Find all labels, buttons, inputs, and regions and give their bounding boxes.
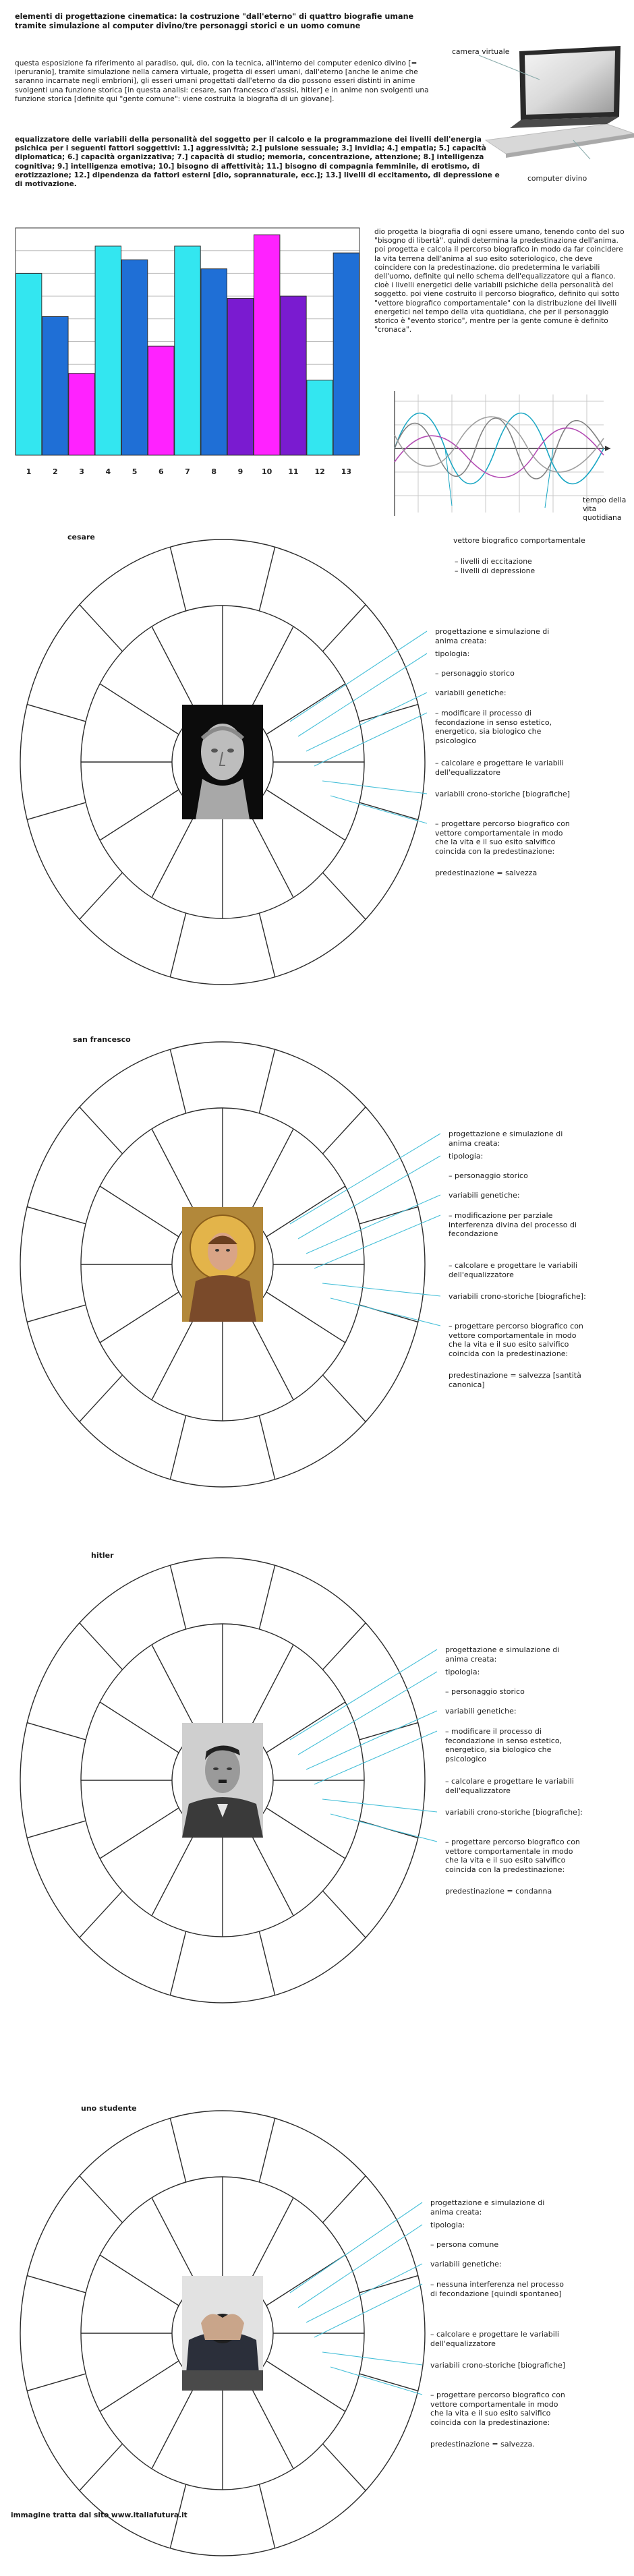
tick-label-4: 4 <box>105 467 111 476</box>
depression-label: – livelli di depressione <box>455 566 536 575</box>
wheel-spoke <box>80 2444 123 2490</box>
wheel-spoke <box>322 2444 366 2490</box>
annotation-leader-line <box>290 1134 440 1224</box>
annotation-item: – nessuna interferenza nel processo di fecondazione [quindi spontaneo] <box>430 2280 564 2298</box>
wheel-spoke <box>359 802 418 819</box>
annotation-item: – persona comune <box>430 2240 499 2249</box>
wheel-spoke <box>27 2276 86 2293</box>
wheel-spoke <box>322 873 366 919</box>
case-section <box>0 2090 634 2576</box>
annotation-leader-line <box>306 1711 437 1769</box>
wheel-spoke <box>259 2484 275 2548</box>
wheel-spoke <box>152 1312 198 1400</box>
wheel-spoke <box>27 1723 86 1740</box>
annotation-leader-line <box>322 1799 437 1812</box>
annotation-leader-line <box>314 2284 422 2337</box>
case-title: san francesco <box>73 1035 131 1044</box>
wheel-spoke <box>359 2374 418 2391</box>
wheel-spoke <box>266 1808 345 1858</box>
wheel-spoke <box>248 1828 294 1916</box>
wheel-spoke <box>359 705 418 722</box>
wheel-spoke <box>170 547 185 611</box>
annotation-item: – calcolare e progettare le variabili dell'equalizzatore <box>445 1777 574 1795</box>
vector-label: vettore biografico comportamentale <box>453 536 585 545</box>
intro-text: questa esposizione fa riferimento al paradiso, qui, dio, con la tecnica, all'interno del computer edenico divino [= iperuranio], tramite simulazione nella camera virtuale, progetta di esseri umani, dall'eterno [anche le anime che saranno incarnate negli embrioni], gli esseri umani progettati dall'eterno da dio possono esseri distinti in anime svolgenti una funzione storica [in questa analisi: cesare, san francesco d'assisi, hitler] e in anime non svolgenti una funzione storica [definite qui "gente comune": viene costruita la biografia di un giovane]. <box>15 59 429 103</box>
bar-3 <box>69 374 94 455</box>
wheel-spoke <box>248 1129 294 1217</box>
annotation-item: – modificare il processo di fecondazione in senso estetico, energetico, sia biologico che psicologico <box>435 709 552 745</box>
wheel-spoke <box>100 1808 179 1858</box>
wheel-spoke <box>100 790 179 840</box>
wheel-spoke <box>322 2176 366 2223</box>
case-section <box>0 1022 634 1507</box>
wheel-spoke <box>259 1931 275 1995</box>
annotation-leader-line <box>330 2367 422 2395</box>
wheel-spoke <box>322 1375 366 1422</box>
wheel-spoke <box>259 2118 275 2182</box>
wheel-spoke <box>259 1415 275 1480</box>
tick-label-10: 10 <box>262 467 272 476</box>
wheel-spoke <box>170 1931 185 1995</box>
tick-label-2: 2 <box>53 467 58 476</box>
wheel-spoke <box>100 1292 179 1343</box>
wheel-spoke <box>322 605 366 651</box>
annotation-leader-line <box>306 2264 422 2322</box>
annotation-item: progettazione e simulazione di anima creata: <box>449 1130 563 1148</box>
annotation-item: variabili crono-storiche [biografiche] <box>435 790 571 798</box>
wheel-spoke <box>80 605 123 651</box>
wheel-spoke <box>266 1186 345 1237</box>
wheel-spoke <box>27 2374 86 2391</box>
wheel-spoke <box>152 626 198 714</box>
bar-8 <box>201 269 227 455</box>
page-title: elementi di progettazione cinematica: la costruzione "dall'eterno" di quattro biografie umane tramite simulazione al computer divino/tre personaggi storici e un uomo comune <box>15 12 414 30</box>
wheel-spoke <box>152 1828 198 1916</box>
annotation-leader-line <box>306 1195 440 1254</box>
bar-1 <box>16 273 41 455</box>
case-section <box>0 1538 634 2023</box>
wheel-spoke <box>80 1107 123 1154</box>
computer-label: computer divino <box>527 174 587 183</box>
wheel-spoke <box>248 1645 294 1732</box>
wheel-spoke <box>248 2198 294 2285</box>
bar-10 <box>254 235 279 455</box>
annotation-leader-line <box>330 796 427 823</box>
annotation-leader-line <box>330 1298 440 1326</box>
tick-label-7: 7 <box>185 467 190 476</box>
camera-label: camera virtuale <box>452 47 510 56</box>
wheel-spoke <box>359 1723 418 1740</box>
equalizer-bar-chart <box>12 223 363 479</box>
wheel-spoke <box>152 2198 198 2285</box>
annotation-item: – progettare percorso biografico con vettore comportamentale in modo che la vita e il suo esito salvifico coincida con la predestinazione: <box>435 819 570 856</box>
case-section <box>0 519 634 1005</box>
time-label: tempo della vita quotidiana <box>583 496 627 523</box>
tick-label-8: 8 <box>211 467 217 476</box>
annotation-item: tipologia: <box>449 1152 484 1161</box>
annotation-item: – progettare percorso biografico con vettore comportamentale in modo che la vita e il suo esito salvifico coincida con la predestinazione: <box>430 2391 565 2427</box>
wheel-spoke <box>266 684 345 734</box>
annotation-item: – personaggio storico <box>449 1171 528 1180</box>
wheel-spoke <box>266 790 345 840</box>
wheel-spoke <box>100 2255 179 2306</box>
tick-label-12: 12 <box>314 467 325 476</box>
tick-label-1: 1 <box>26 467 32 476</box>
annotation-leader-line <box>330 1814 437 1842</box>
wheel-spoke <box>27 802 86 819</box>
tick-label-9: 9 <box>237 467 243 476</box>
wheel-spoke <box>27 1821 86 1838</box>
wheel-spoke <box>259 913 275 977</box>
wheel-spoke <box>266 1292 345 1343</box>
wheel-spoke <box>152 2381 198 2469</box>
annotation-item: predestinazione = salvezza. <box>430 2440 535 2449</box>
annotation-item: variabili crono-storiche [biografiche] <box>430 2361 566 2370</box>
annotation-item: variabili crono-storiche [biografiche]: <box>445 1808 583 1817</box>
annotation-item: variabili genetiche: <box>435 689 507 697</box>
annotation-item: – personaggio storico <box>445 1687 525 1696</box>
annotation-item: tipologia: <box>435 649 470 658</box>
annotation-item: – calcolare e progettare le variabili dell'equalizzatore <box>435 759 564 777</box>
bar-6 <box>148 346 174 455</box>
equalizer-description: equalizzatore delle variabili della personalità del soggetto per il calcolo e la programmazione dei livelli dell'energia psichica per i seguenti fattori soggettivi: 1.] aggressività; 2.] pulsione sessuale; 3.] invidia; 4.] empatia; 5.] capacità diplomatica; 6.] capacità organizzativa; 7.] capacità di studio; memoria, concentrazione, attenzione; 8.] intelligenza cognitiva; 9.] intelligenza emotiva; 10.] bisogno di affettività; 11.] bisogno di compagnia femminile, di erotismo, di erotizzazione; 12.] dipendenza da fattori esterni [dio, soprannaturale, ecc.]; 13.] livelli di eccitamento, di depressione e di motivazione. <box>15 136 500 189</box>
annotation-leader-line <box>290 1649 437 1740</box>
wheel-spoke <box>80 2176 123 2223</box>
wheel-spoke <box>100 1186 179 1237</box>
annotation-item: predestinazione = salvezza <box>435 869 538 877</box>
wheel-spoke <box>152 810 198 898</box>
annotation-item: variabili genetiche: <box>445 1707 517 1716</box>
wheel-spoke <box>100 1702 179 1753</box>
wheel-spoke <box>27 1207 86 1224</box>
wheel-spoke <box>322 1623 366 1670</box>
annotation-item: – calcolare e progettare le variabili dell'equalizzatore <box>430 2330 559 2348</box>
annotation-item: tipologia: <box>445 1668 480 1676</box>
wheel-spoke <box>100 2361 179 2411</box>
annotation-item: tipologia: <box>430 2221 465 2229</box>
portrait-francesco <box>182 1207 263 1322</box>
wheel-spoke <box>322 1891 366 1937</box>
tick-label-13: 13 <box>341 467 352 476</box>
annotation-leader-line <box>322 1283 440 1296</box>
wheel-spoke <box>259 1565 275 1629</box>
bar-12 <box>307 380 333 455</box>
wheel-spoke <box>170 1565 185 1629</box>
wheel-spoke <box>266 2255 345 2306</box>
wheel-spoke <box>27 1305 86 1322</box>
annotation-item: progettazione e simulazione di anima creata: <box>445 1645 560 1664</box>
tick-label-3: 3 <box>79 467 84 476</box>
wheel-spoke <box>80 1623 123 1670</box>
bar-4 <box>95 246 121 455</box>
tick-label-6: 6 <box>158 467 164 476</box>
annotation-item: progettazione e simulazione di anima creata: <box>430 2198 545 2217</box>
bar-9 <box>227 298 253 455</box>
annotation-item: – modificare il processo di fecondazione in senso estetico, energetico, sia biologico che psicologico <box>445 1727 563 1763</box>
annotation-item: – modificazione per parziale interferenza divina del processo di fecondazione <box>449 1211 577 1238</box>
bar-2 <box>42 316 68 455</box>
bar-13 <box>333 253 359 455</box>
annotation-item: – progettare percorso biografico con vettore comportamentale in modo che la vita e il suo esito salvifico coincida con la predestinazione: <box>449 1322 583 1358</box>
wheel-spoke <box>266 2361 345 2411</box>
case-title: hitler <box>91 1551 114 1560</box>
wheel-spoke <box>152 1129 198 1217</box>
wheel-spoke <box>248 2381 294 2469</box>
biography-explanation: dio progetta la biografia di ogni essere umano, tenendo conto del suo "bisogno di libertà". quindi determina la predestinazione dell'anima. poi progetta e calcola il percorso biografico in modo da far coincidere la vita terrena dell'anima al suo esito soteriologico, che deve coincidere con la predestinazione. dio predetermina le variabili dell'uomo, definite qui nello schema dell'equalizzatore qui a fianco. cioè i livelli energetici delle variabili psichiche della personalità del soggetto. poi viene costruito il percorso biografico, definito qui sotto "vettore biografico comportamentale" con la distribuzione dei livelli energetici nel tempo della vita quotidiana, che per il personaggio storico è "evento storico", mentre per la gente comune è definito "cronaca". <box>374 228 625 334</box>
annotation-item: – calcolare e progettare le variabili dell'equalizzatore <box>449 1261 577 1279</box>
excitation-label: – livelli di eccitazione <box>455 557 532 566</box>
wheel-spoke <box>152 1645 198 1732</box>
annotation-item: variabili genetiche: <box>449 1191 520 1200</box>
annotation-leader-line <box>322 2352 422 2365</box>
wheel-spoke <box>80 873 123 919</box>
bar-5 <box>121 260 147 455</box>
portrait-cesare <box>182 705 263 819</box>
annotation-leader-line <box>306 693 427 751</box>
case-title: cesare <box>67 533 95 541</box>
wheel-spoke <box>27 705 86 722</box>
wheel-spoke <box>248 626 294 714</box>
case-title: uno studente <box>81 2104 137 2113</box>
wheel-spoke <box>100 684 179 734</box>
wheel-spoke <box>80 1375 123 1422</box>
wheel-spoke <box>359 1207 418 1224</box>
wheel-spoke <box>170 913 185 977</box>
portrait-hitler <box>182 1723 263 1838</box>
annotation-item: predestinazione = salvezza [santità canonica] <box>449 1371 581 1389</box>
tick-label-11: 11 <box>288 467 299 476</box>
wheel-spoke <box>248 1312 294 1400</box>
footer-credit: immagine tratta dal sito www.italiafutura.it <box>11 2511 188 2519</box>
annotation-item: – personaggio storico <box>435 669 515 678</box>
annotation-item: variabili crono-storiche [biografiche]: <box>449 1292 586 1301</box>
wheel-spoke <box>170 1415 185 1480</box>
wheel-spoke <box>170 1049 185 1113</box>
annotation-item: predestinazione = condanna <box>445 1887 552 1896</box>
annotation-leader-line <box>322 781 427 794</box>
wheel-spoke <box>259 547 275 611</box>
tick-label-5: 5 <box>132 467 138 476</box>
wheel-spoke <box>322 1107 366 1154</box>
annotation-leader-line <box>290 2202 422 2293</box>
wheel-spoke <box>248 810 294 898</box>
wheel-spoke <box>80 1891 123 1937</box>
bar-11 <box>281 296 306 455</box>
bar-7 <box>175 246 200 455</box>
portrait-studente <box>182 2276 263 2391</box>
annotation-item: progettazione e simulazione di anima creata: <box>435 627 550 645</box>
wheel-spoke <box>170 2118 185 2182</box>
annotation-item: – progettare percorso biografico con vettore comportamentale in modo che la vita e il suo esito salvifico coincida con la predestinazione: <box>445 1838 580 1874</box>
wheel-spoke <box>266 1702 345 1753</box>
annotation-item: variabili genetiche: <box>430 2260 502 2268</box>
wheel-spoke <box>259 1049 275 1113</box>
